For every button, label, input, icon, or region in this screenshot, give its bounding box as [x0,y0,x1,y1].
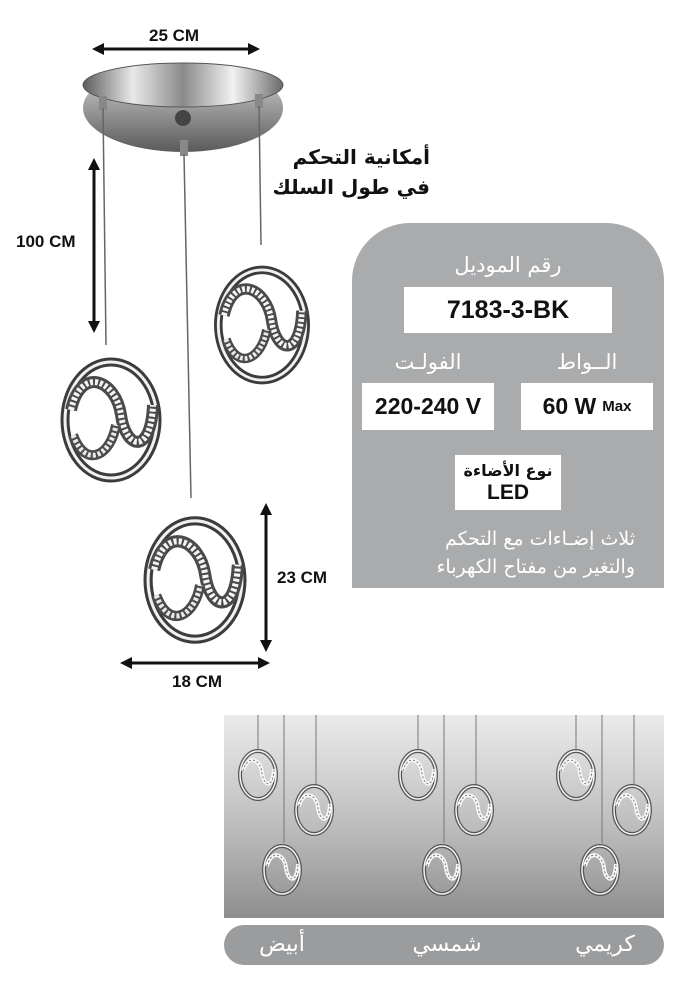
ring-width-label: 18 CM [172,672,223,691]
color-variants-photo [224,715,664,918]
wattage-label: الــواط [556,350,618,374]
cable-note-line2: في طول السلك [272,175,430,199]
warm-variant-image [400,715,492,894]
pendant-ring-bottom [148,521,242,639]
light-type-value: LED [487,480,529,504]
cable-length-label: 100 CM [16,232,76,251]
model-number-value: 7183-3-BK [404,287,612,333]
color-option-white: أبيض [259,932,305,957]
ring-height-label: 23 CM [277,568,328,587]
color-option-cream: كريمي [575,932,635,957]
ceiling-canopy [83,63,283,156]
wattage-value-box [521,383,653,430]
cable-note-line1: أمكانية التحكم [292,145,430,169]
product-illustration [0,0,350,700]
cream-variant-image [558,715,650,894]
color-option-warm: شمسي [412,932,482,957]
voltage-label: الفولـت [394,350,462,374]
lighting-description [362,525,635,581]
white-variant-image [240,715,332,894]
canopy-width-label: 25 CM [149,26,200,45]
pendant-ring-left [65,362,157,478]
ring-width-arrow [120,657,270,669]
light-type-label: نوع الأضاءة [463,460,553,480]
cable-length-arrow [88,158,100,333]
wattage-value: 60 W [542,393,597,419]
voltage-value: 220-240 V [362,383,494,430]
pendant-ring-right [218,270,305,380]
ring-height-arrow [260,503,272,652]
description-line1: ثلاث إضـاءات مع التحكم [445,528,635,550]
model-number-label: رقم الموديل [454,253,562,277]
wattage-max: Max [602,398,632,415]
description-line2: والتغير من مفتاح الكهرباء [436,556,635,578]
cable-adjustable-note [270,142,430,202]
light-type-box [455,455,561,510]
